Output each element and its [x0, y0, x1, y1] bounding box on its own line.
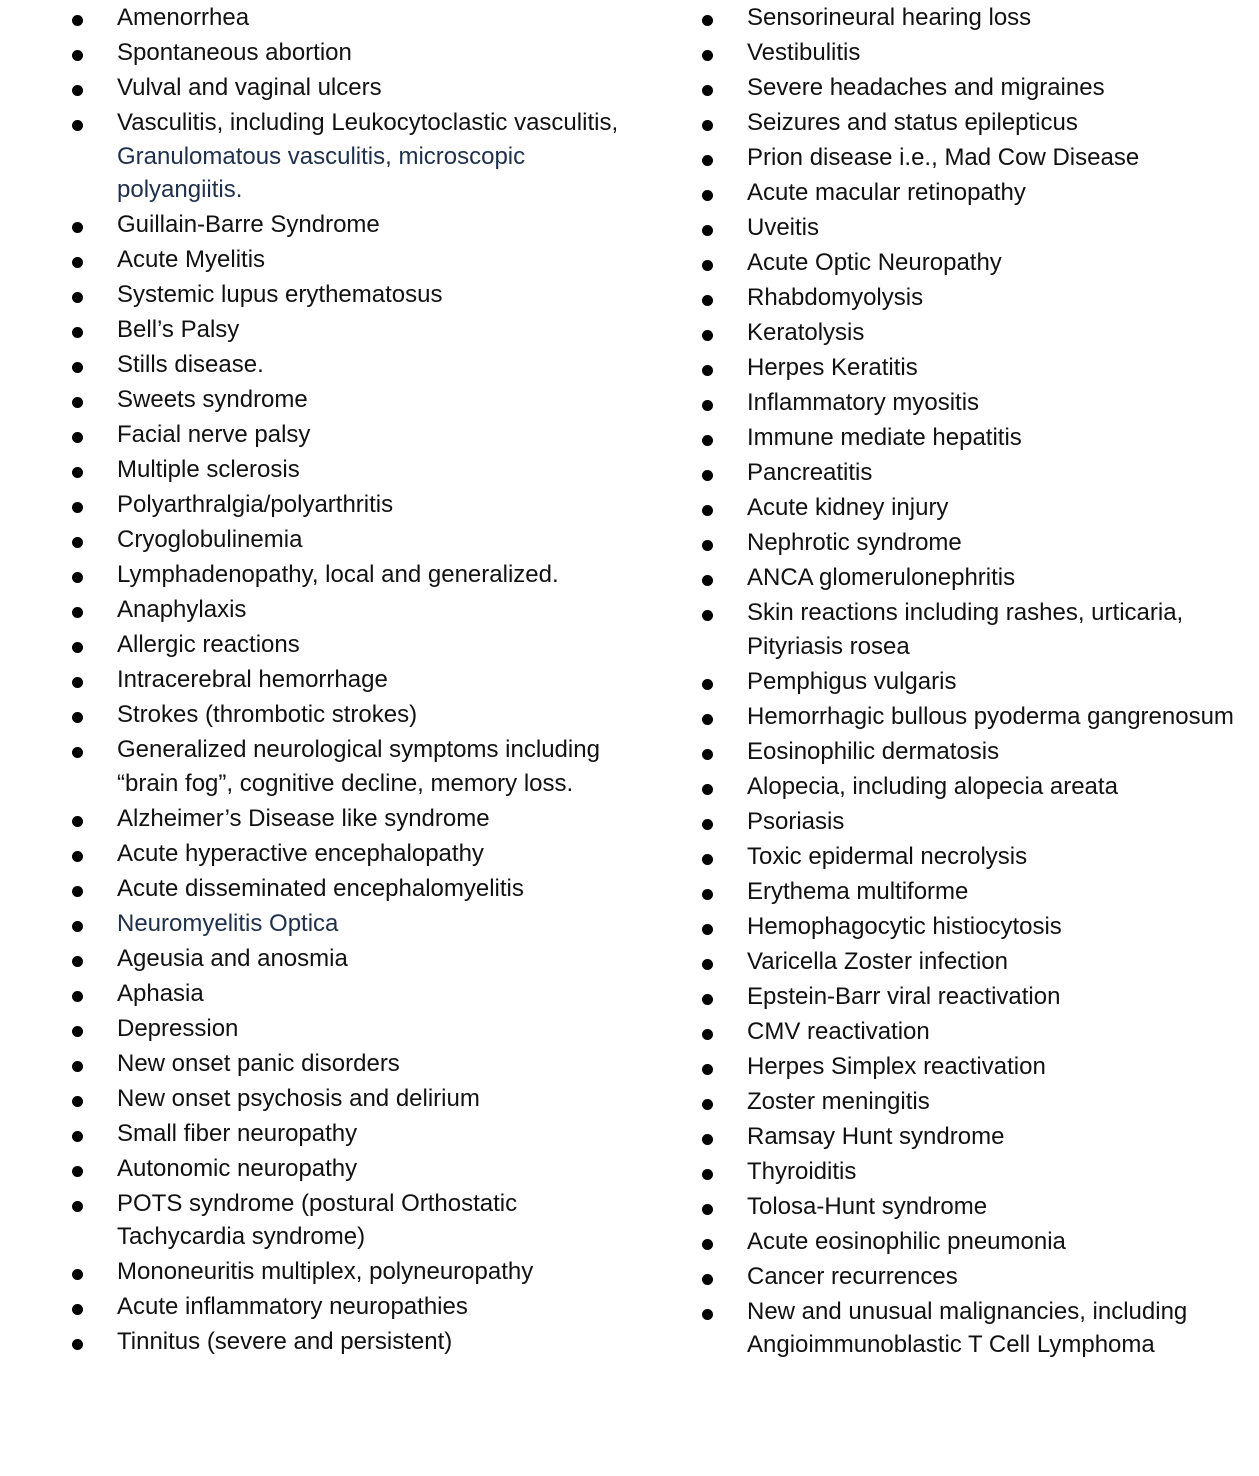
bullet-icon [702, 190, 713, 201]
bullet-icon [702, 679, 713, 690]
list-item-text: Ramsay Hunt syndrome [747, 1122, 1005, 1150]
bullet-icon [72, 502, 83, 513]
list-item [700, 490, 1255, 525]
list-item-text: Acute macular retinopathy [747, 179, 1026, 206]
bullet-icon [702, 749, 713, 760]
list-item-text: Acute eosinophilic pneumonia [747, 1227, 1066, 1255]
list-item [70, 417, 630, 452]
list-item [70, 452, 630, 487]
list-item [700, 350, 1255, 385]
list-item [700, 804, 1255, 839]
list-item-text: Acute disseminated encephalomyelitis [117, 874, 524, 902]
list-item [70, 592, 630, 627]
list-item-text: Inflammatory myositis [747, 389, 980, 416]
list-item [70, 1116, 630, 1151]
list-item-text: Mononeuritis multiplex, polyneuropathy [117, 1258, 534, 1285]
bullet-icon [702, 225, 713, 236]
bullet-icon [72, 677, 83, 688]
list-item-text: Varicella Zoster infection [747, 947, 1008, 975]
list-item [700, 420, 1255, 455]
list-item [70, 1081, 630, 1116]
list-item-text: Epstein-Barr viral reactivation [747, 982, 1061, 1010]
bullet-icon [702, 819, 713, 830]
bullet-icon [702, 784, 713, 795]
list-item-text: Systemic lupus erythematosus [117, 281, 443, 308]
list-item [700, 70, 1255, 105]
list-item [70, 312, 630, 347]
list-item-text: Tinnitus (severe and persistent) [117, 1328, 453, 1355]
list-item [70, 70, 630, 105]
bullet-icon [72, 397, 83, 408]
bullet-icon [72, 1026, 83, 1037]
list-item-text: Vasculitis, including Leukocytoclastic vasculitis, [117, 109, 619, 136]
bullet-icon [72, 1096, 83, 1107]
bullet-icon [702, 889, 713, 900]
list-item-text: Vestibulitis [747, 39, 861, 66]
bullet-icon [702, 50, 713, 61]
list-item-text: Allergic reactions [117, 631, 300, 658]
bullet-icon [72, 991, 83, 1002]
list-item-text: Sensorineural hearing loss [747, 4, 1032, 31]
list-item-text: Vulval and vaginal ulcers [117, 74, 382, 101]
bullet-icon [702, 994, 713, 1005]
list-item [700, 874, 1255, 909]
list-item-text: Lymphadenopathy, local and generalized. [117, 561, 559, 588]
list-item-text: Skin reactions including rashes, urticaria, Pityriasis rosea [747, 599, 1184, 660]
list-item-text: Sweets syndrome [117, 386, 308, 413]
list-item [70, 105, 630, 207]
list-item [700, 210, 1255, 245]
list-item [70, 801, 630, 836]
list-item-text: Herpes Keratitis [747, 354, 918, 381]
list-item [70, 1011, 630, 1046]
list-item [700, 105, 1255, 140]
list-item [70, 627, 630, 662]
list-item [700, 1259, 1255, 1294]
bullet-icon [72, 886, 83, 897]
list-item [700, 1119, 1255, 1154]
list-item [700, 280, 1255, 315]
list-item-text: New and unusual malignancies, including Angioimmunoblastic T Cell Lymphoma [747, 1297, 1188, 1358]
list-item-text: Stills disease. [117, 351, 264, 378]
list-item-text: Hemorrhagic bullous pyoderma gangrenosum [747, 702, 1234, 730]
bullet-icon [72, 816, 83, 827]
list-item-text: Granulomatous vasculitis, microscopic polyangiitis. [117, 142, 526, 203]
list-item [700, 1294, 1255, 1363]
list-item-text: Acute Myelitis [117, 246, 266, 273]
left-column-list [70, 0, 630, 1359]
bullet-icon [72, 572, 83, 583]
list-item [700, 175, 1255, 210]
bullet-icon [702, 854, 713, 865]
list-item-text: Uveitis [747, 214, 820, 241]
list-item-text: Severe headaches and migraines [747, 74, 1105, 101]
list-item [700, 315, 1255, 350]
list-item [70, 1289, 630, 1324]
bullet-icon [702, 505, 713, 516]
bullet-icon [702, 365, 713, 376]
list-item-text: Polyarthralgia/polyarthritis [117, 491, 394, 518]
list-item-text: Amenorrhea [117, 4, 250, 31]
bullet-icon [702, 1029, 713, 1040]
list-item [700, 664, 1255, 699]
list-item-text: Guillain-Barre Syndrome [117, 211, 380, 238]
list-item [700, 1189, 1255, 1224]
bullet-icon [702, 575, 713, 586]
bullet-icon [72, 1201, 83, 1212]
bullet-icon [702, 1099, 713, 1110]
list-item-text: Aphasia [117, 979, 204, 1007]
bullet-icon [702, 155, 713, 166]
bullet-icon [72, 85, 83, 96]
bullet-icon [702, 714, 713, 725]
list-item-text: Cancer recurrences [747, 1262, 958, 1290]
list-item-text: Ageusia and anosmia [117, 944, 348, 972]
bullet-icon [702, 400, 713, 411]
list-item-text: Alopecia, including alopecia areata [747, 772, 1118, 800]
list-item-text: POTS syndrome (postural Orthostatic Tachycardia syndrome) [117, 1189, 518, 1250]
list-item [700, 1014, 1255, 1049]
list-item [700, 769, 1255, 804]
list-item [700, 140, 1255, 175]
bullet-icon [72, 15, 83, 26]
list-item [70, 557, 630, 592]
right-column-list [700, 0, 1255, 1362]
bullet-icon [702, 1169, 713, 1180]
list-item [700, 0, 1255, 35]
list-item [700, 734, 1255, 769]
bullet-icon [72, 1061, 83, 1072]
list-item [70, 1254, 630, 1289]
bullet-icon [702, 470, 713, 481]
list-item-text: Neuromyelitis Optica [117, 909, 339, 937]
list-item [70, 1324, 630, 1359]
list-item [70, 1151, 630, 1186]
bullet-icon [702, 1239, 713, 1250]
list-item [70, 35, 630, 70]
bullet-icon [702, 924, 713, 935]
list-item-text: New onset panic disorders [117, 1049, 400, 1077]
bullet-icon [702, 260, 713, 271]
list-item-text: Acute Optic Neuropathy [747, 249, 1002, 276]
list-item-text: Cryoglobulinemia [117, 526, 303, 553]
list-item [700, 35, 1255, 70]
list-item [700, 944, 1255, 979]
bullet-icon [702, 295, 713, 306]
list-item [70, 836, 630, 871]
list-item [70, 732, 630, 801]
bullet-icon [702, 1309, 713, 1320]
list-item-text: Zoster meningitis [747, 1087, 930, 1115]
list-item [70, 871, 630, 906]
list-item [700, 385, 1255, 420]
list-item-text: Small fiber neuropathy [117, 1119, 358, 1147]
list-item [70, 277, 630, 312]
list-item-text: Multiple sclerosis [117, 456, 300, 483]
list-item [700, 1154, 1255, 1189]
list-item-text: Keratolysis [747, 319, 865, 346]
list-item [70, 697, 630, 732]
list-item [70, 1186, 630, 1255]
bullet-icon [72, 120, 83, 131]
list-item-text: Thyroiditis [747, 1157, 857, 1185]
bullet-icon [72, 537, 83, 548]
list-item-text: Strokes (thrombotic strokes) [117, 701, 418, 728]
list-item [70, 382, 630, 417]
list-item-text: ANCA glomerulonephritis [747, 564, 1016, 591]
list-item-text: Immune mediate hepatitis [747, 424, 1022, 451]
list-item [700, 455, 1255, 490]
list-item-text: Intracerebral hemorrhage [117, 666, 388, 693]
bullet-icon [72, 642, 83, 653]
list-item [700, 1084, 1255, 1119]
list-item-text: Pancreatitis [747, 459, 873, 486]
list-item-text: CMV reactivation [747, 1017, 930, 1045]
list-item [700, 1049, 1255, 1084]
bullet-icon [72, 1339, 83, 1350]
bullet-icon [72, 607, 83, 618]
bullet-icon [72, 432, 83, 443]
bullet-icon [72, 1166, 83, 1177]
list-item [70, 522, 630, 557]
bullet-icon [72, 257, 83, 268]
list-item-text: Tolosa-Hunt syndrome [747, 1192, 988, 1220]
list-item-text: Bell’s Palsy [117, 316, 240, 343]
bullet-icon [702, 1204, 713, 1215]
bullet-icon [72, 747, 83, 758]
list-item-text: Herpes Simplex reactivation [747, 1052, 1046, 1080]
list-item [700, 560, 1255, 595]
list-item [700, 979, 1255, 1014]
list-item [70, 207, 630, 242]
bullet-icon [702, 1134, 713, 1145]
list-item-text: Alzheimer’s Disease like syndrome [117, 804, 490, 832]
bullet-icon [702, 959, 713, 970]
list-item [700, 909, 1255, 944]
bullet-icon [72, 1269, 83, 1280]
list-item [70, 347, 630, 382]
bullet-icon [72, 1304, 83, 1315]
bullet-icon [72, 292, 83, 303]
list-item-text: Hemophagocytic histiocytosis [747, 912, 1062, 940]
list-item [700, 1224, 1255, 1259]
list-item-text: New onset psychosis and delirium [117, 1084, 480, 1112]
bullet-icon [702, 540, 713, 551]
bullet-icon [702, 85, 713, 96]
bullet-icon [702, 120, 713, 131]
list-item-text: Seizures and status epilepticus [747, 109, 1078, 136]
bullet-icon [72, 956, 83, 967]
list-item [700, 839, 1255, 874]
list-item-text: Depression [117, 1014, 239, 1042]
bullet-icon [72, 921, 83, 932]
bullet-icon [72, 362, 83, 373]
list-item [70, 0, 630, 35]
bullet-icon [72, 327, 83, 338]
list-item-text: Generalized neurological symptoms including “brain fog”, cognitive decline, memory loss. [117, 736, 600, 797]
list-item-text: Erythema multiforme [747, 877, 969, 905]
list-item [700, 245, 1255, 280]
list-item [70, 906, 630, 941]
bullet-icon [702, 1274, 713, 1285]
list-item-text: Acute kidney injury [747, 494, 949, 521]
list-item [70, 976, 630, 1011]
list-item-text: Facial nerve palsy [117, 421, 311, 448]
bullet-icon [72, 222, 83, 233]
list-item-text: Psoriasis [747, 807, 845, 835]
list-item-text: Autonomic neuropathy [117, 1154, 358, 1182]
list-item-text: Eosinophilic dermatosis [747, 737, 1000, 765]
bullet-icon [702, 610, 713, 621]
bullet-icon [72, 467, 83, 478]
bullet-icon [702, 1064, 713, 1075]
list-item [70, 662, 630, 697]
list-item-text: Anaphylaxis [117, 596, 247, 623]
bullet-icon [702, 15, 713, 26]
bullet-icon [72, 851, 83, 862]
bullet-icon [72, 50, 83, 61]
list-item-text: Pemphigus vulgaris [747, 667, 957, 695]
list-item [70, 242, 630, 277]
list-item [700, 699, 1255, 734]
list-item [70, 941, 630, 976]
list-item-text: Acute hyperactive encephalopathy [117, 839, 484, 867]
list-item [70, 487, 630, 522]
list-item-text: Prion disease i.e., Mad Cow Disease [747, 144, 1140, 171]
bullet-icon [72, 712, 83, 723]
list-item-text: Spontaneous abortion [117, 39, 352, 66]
bullet-icon [702, 330, 713, 341]
list-item-text: Toxic epidermal necrolysis [747, 842, 1028, 870]
list-item-text: Acute inflammatory neuropathies [117, 1293, 468, 1320]
list-item [700, 525, 1255, 560]
list-item [70, 1046, 630, 1081]
list-item-text: Nephrotic syndrome [747, 529, 962, 556]
bullet-icon [702, 435, 713, 446]
list-item-text: Rhabdomyolysis [747, 284, 924, 311]
bullet-icon [72, 1131, 83, 1142]
list-item [700, 595, 1255, 664]
